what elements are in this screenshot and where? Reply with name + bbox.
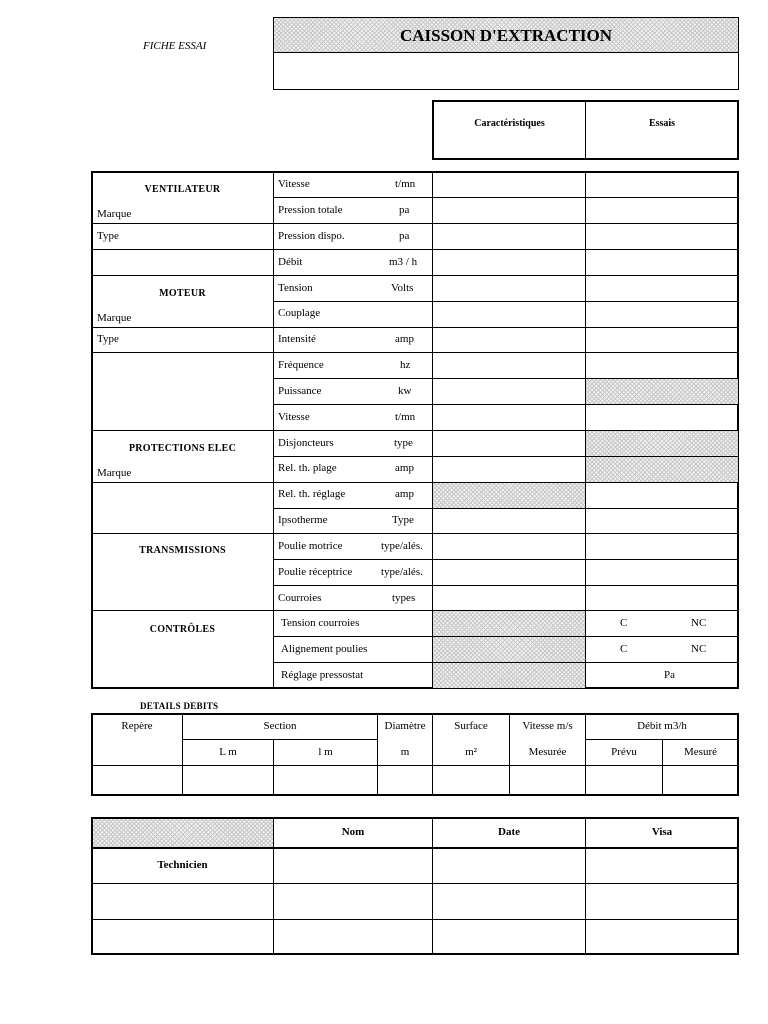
control-pa: Pa: [664, 669, 675, 681]
section-protections: PROTECTIONS ELEC: [128, 443, 237, 454]
param-unit: type/alés.: [381, 540, 423, 552]
hatch-puissance-essais: [586, 379, 738, 404]
param-label: Couplage: [278, 307, 321, 319]
signature-technicien: Technicien: [157, 859, 208, 871]
section-transmissions: TRANSMISSIONS: [139, 545, 226, 556]
param-label: Poulie motrice: [278, 540, 343, 552]
fiche-essai-label: FICHE ESSAI: [143, 40, 207, 52]
debits-repere: Repère: [121, 720, 153, 732]
param-label: Débit: [278, 256, 303, 268]
param-unit: amp: [395, 488, 414, 500]
param-unit: Type: [392, 514, 414, 526]
debits-l-m: l m: [318, 746, 333, 758]
debits-m: m: [400, 746, 410, 758]
debits-mesuree: Mesurée: [528, 746, 567, 758]
hatch-controles-caract: [433, 611, 585, 688]
param-label: Pression totale: [278, 204, 343, 216]
signature-visa: Visa: [651, 826, 673, 838]
ventilateur-type-label: Type: [97, 230, 119, 242]
debits-debit: Débit m3/h: [637, 720, 687, 732]
param-label: Tension courroies: [281, 617, 360, 629]
signature-date: Date: [498, 826, 520, 838]
param-unit: amp: [395, 333, 414, 345]
param-label: Rel. th. plage: [278, 462, 337, 474]
section-ventilateur: VENTILATEUR: [144, 184, 221, 195]
param-unit: types: [392, 592, 416, 604]
moteur-marque-label: Marque: [97, 312, 132, 324]
param-label: Tension: [278, 282, 313, 294]
debits-surface: Surface: [454, 720, 488, 732]
param-label: Vitesse: [278, 178, 310, 190]
param-unit: Volts: [391, 282, 414, 294]
param-unit: type/alés.: [381, 566, 423, 578]
param-label: Disjoncteurs: [278, 437, 334, 449]
ventilateur-marque-label: Marque: [97, 208, 132, 220]
section-moteur: MOTEUR: [159, 288, 206, 299]
section-controles: CONTRÔLES: [149, 624, 216, 635]
form-title: CAISSON D'EXTRACTION: [399, 26, 613, 45]
param-unit: hz: [400, 359, 411, 371]
param-label: Ipsotherme: [278, 514, 328, 526]
param-label: Poulie réceptrice: [278, 566, 353, 578]
debits-mesure: Mesuré: [684, 746, 717, 758]
moteur-type-label: Type: [97, 333, 119, 345]
debits-section: Section: [263, 720, 297, 732]
param-label: Intensité: [278, 333, 316, 345]
param-label: Puissance: [278, 385, 322, 397]
signature-nom: Nom: [341, 826, 365, 838]
debits-m2: m²: [465, 746, 477, 758]
hatch-reglage-caract: [433, 483, 585, 508]
param-label: Pression dispo.: [278, 230, 345, 242]
param-unit: amp: [395, 462, 414, 474]
param-unit: pa: [399, 204, 410, 216]
param-unit: kw: [398, 385, 412, 397]
signature-hatch: [93, 819, 273, 847]
control-nc: NC: [691, 617, 707, 629]
param-label: Alignement poulies: [281, 643, 368, 655]
debits-title: DETAILS DEBITS: [140, 701, 219, 711]
col-caracteristiques: Caractéristiques: [474, 118, 545, 129]
protections-marque-label: Marque: [97, 467, 132, 479]
param-unit: type: [394, 437, 413, 449]
control-c: C: [620, 617, 628, 629]
param-label: Vitesse: [278, 411, 310, 423]
control-c: C: [620, 643, 628, 655]
debits-diametre: Diamètre: [384, 720, 426, 732]
param-label: Fréquence: [278, 359, 324, 371]
col-essais: Essais: [648, 118, 676, 129]
param-label: Courroies: [278, 592, 322, 604]
debits-L-m: L m: [219, 746, 237, 758]
param-unit: t/mn: [395, 411, 416, 423]
param-unit: pa: [399, 230, 410, 242]
param-label: Rel. th. réglage: [278, 488, 346, 500]
param-unit: t/mn: [395, 178, 416, 190]
control-nc: NC: [691, 643, 707, 655]
debits-vitesse: Vitesse m/s: [522, 720, 573, 732]
param-label: Réglage pressostat: [281, 669, 364, 681]
columns-divider: [585, 101, 586, 159]
debits-prevu: Prévu: [611, 746, 637, 758]
param-unit: m3 / h: [389, 256, 418, 268]
